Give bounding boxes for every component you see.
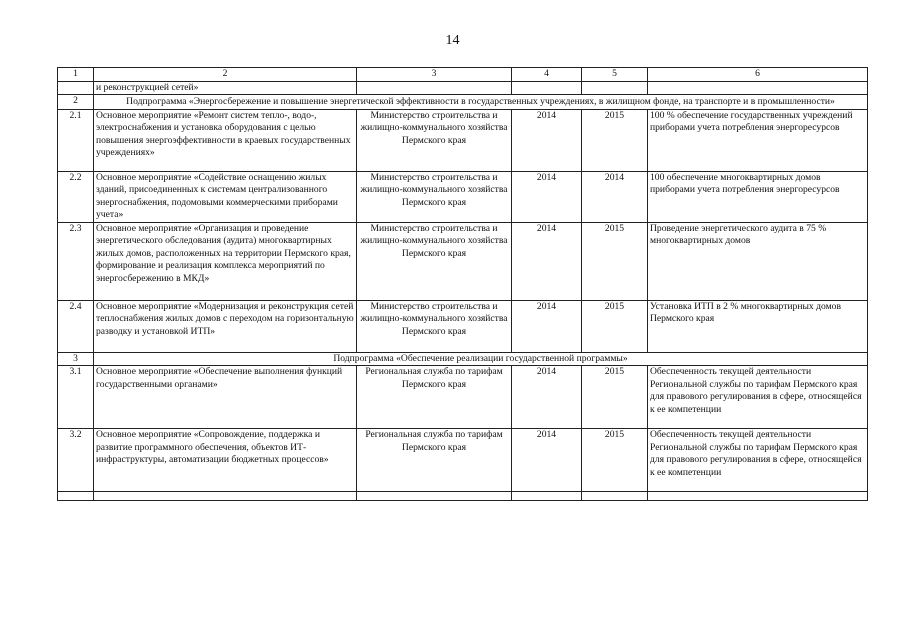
empty-cell	[357, 492, 512, 501]
row-description: Основное мероприятие «Ремонт систем тепло-, водо-, электроснабжения и установка оборудования с целью повышения энергоэффективности в краевых государственных учреждениях»	[94, 109, 357, 171]
continuation-text: и реконструкцией сетей»	[94, 81, 357, 95]
column-header-4: 4	[512, 68, 582, 82]
row-executor: Министерство строительства и жилищно-коммунального хозяйства Пермского края	[357, 171, 512, 222]
row-end-year: 2015	[582, 366, 648, 429]
row-description: Основное мероприятие «Обеспечение выполнения функций государственными органами»	[94, 366, 357, 429]
section-title: Подпрограмма «Обеспечение реализации государственной программы»	[94, 352, 868, 366]
column-header-row	[58, 68, 868, 82]
row-description: Основное мероприятие «Сопровождение, поддержка и развитие программного обеспечения, объектов ИТ-инфраструктуры, автоматизации бюджетных процессов»	[94, 429, 357, 492]
row-number: 2.4	[58, 300, 94, 352]
row-number: 2.3	[58, 222, 94, 300]
row-start-year: 2014	[512, 366, 582, 429]
row-end-year: 2015	[582, 222, 648, 300]
row-start-year: 2014	[512, 300, 582, 352]
row-start-year: 2014	[512, 109, 582, 171]
page-number: 14	[445, 33, 460, 48]
empty-cell	[582, 492, 648, 501]
section-title: Подпрограмма «Энергосбережение и повышение энергетической эффективности в государственных учреждениях, в жилищном фонде, на транспорте и в промышленности»	[94, 95, 868, 110]
column-header-6: 6	[648, 68, 868, 82]
table-row	[58, 429, 868, 492]
row-description: Основное мероприятие «Организация и проведение энергетического обследования (аудита) многоквартирных жилых домов, расположенных на территории Пермского края, формирование и реализация комплекса мероприятий по энергосбережению в МКД»	[94, 222, 357, 300]
row-description: Основное мероприятие «Модернизация и реконструкция сетей теплоснабжения жилых домов с переходом на горизонтальную разводку и установкой ИТП»	[94, 300, 357, 352]
row-result: Установка ИТП в 2 % многоквартирных домов Пермского края	[648, 300, 868, 352]
empty-cell	[648, 492, 868, 501]
table-row	[58, 366, 868, 429]
row-executor: Региональная служба по тарифам Пермского края	[357, 429, 512, 492]
row-executor: Региональная служба по тарифам Пермского края	[357, 366, 512, 429]
row-number: 3.1	[58, 366, 94, 429]
section-number: 3	[58, 352, 94, 366]
row-executor: Министерство строительства и жилищно-коммунального хозяйства Пермского края	[357, 222, 512, 300]
row-result: Проведение энергетического аудита в 75 % многоквартирных домов	[648, 222, 868, 300]
row-end-year: 2015	[582, 429, 648, 492]
row-end-year: 2015	[582, 109, 648, 171]
empty-cell	[94, 492, 357, 501]
empty-cell	[58, 81, 94, 95]
row-start-year: 2014	[512, 171, 582, 222]
column-header-5: 5	[582, 68, 648, 82]
row-result: Обеспеченность текущей деятельности Региональной службы по тарифам Пермского края для правового регулирования в сфере, относящейся к ее компетенции	[648, 366, 868, 429]
row-start-year: 2014	[512, 429, 582, 492]
row-end-year: 2014	[582, 171, 648, 222]
empty-cell	[582, 81, 648, 95]
empty-cell	[512, 492, 582, 501]
row-executor: Министерство строительства и жилищно-коммунального хозяйства Пермского края	[357, 300, 512, 352]
continuation-row	[58, 81, 868, 95]
empty-cell	[512, 81, 582, 95]
row-end-year: 2015	[582, 300, 648, 352]
table-row	[58, 300, 868, 352]
row-result: Обеспеченность текущей деятельности Региональной службы по тарифам Пермского края для правового регулирования в сфере, относящейся к ее компетенции	[648, 429, 868, 492]
row-description: Основное мероприятие «Содействие оснащению жилых зданий, присоединенных к системам централизованного энергоснабжения, подомовыми коммерческими приборами учета»	[94, 171, 357, 222]
row-number: 2.2	[58, 171, 94, 222]
column-header-2: 2	[94, 68, 357, 82]
section-row	[58, 95, 868, 110]
row-result: 100 обеспечение многоквартирных домов приборами учета потребления энергоресурсов	[648, 171, 868, 222]
row-number: 3.2	[58, 429, 94, 492]
empty-cell	[357, 81, 512, 95]
table-row	[58, 171, 868, 222]
row-executor: Министерство строительства и жилищно-коммунального хозяйства Пермского края	[357, 109, 512, 171]
column-header-1: 1	[58, 68, 94, 82]
section-number: 2	[58, 95, 94, 110]
table-row	[58, 222, 868, 300]
row-start-year: 2014	[512, 222, 582, 300]
row-result: 100 % обеспечение государственных учреждений приборами учета потребления энергоресурсов	[648, 109, 868, 171]
table-row	[58, 109, 868, 171]
row-number: 2.1	[58, 109, 94, 171]
empty-row	[58, 492, 868, 501]
section-row	[58, 352, 868, 366]
empty-cell	[648, 81, 868, 95]
column-header-3: 3	[357, 68, 512, 82]
program-table	[57, 67, 868, 501]
empty-cell	[58, 492, 94, 501]
